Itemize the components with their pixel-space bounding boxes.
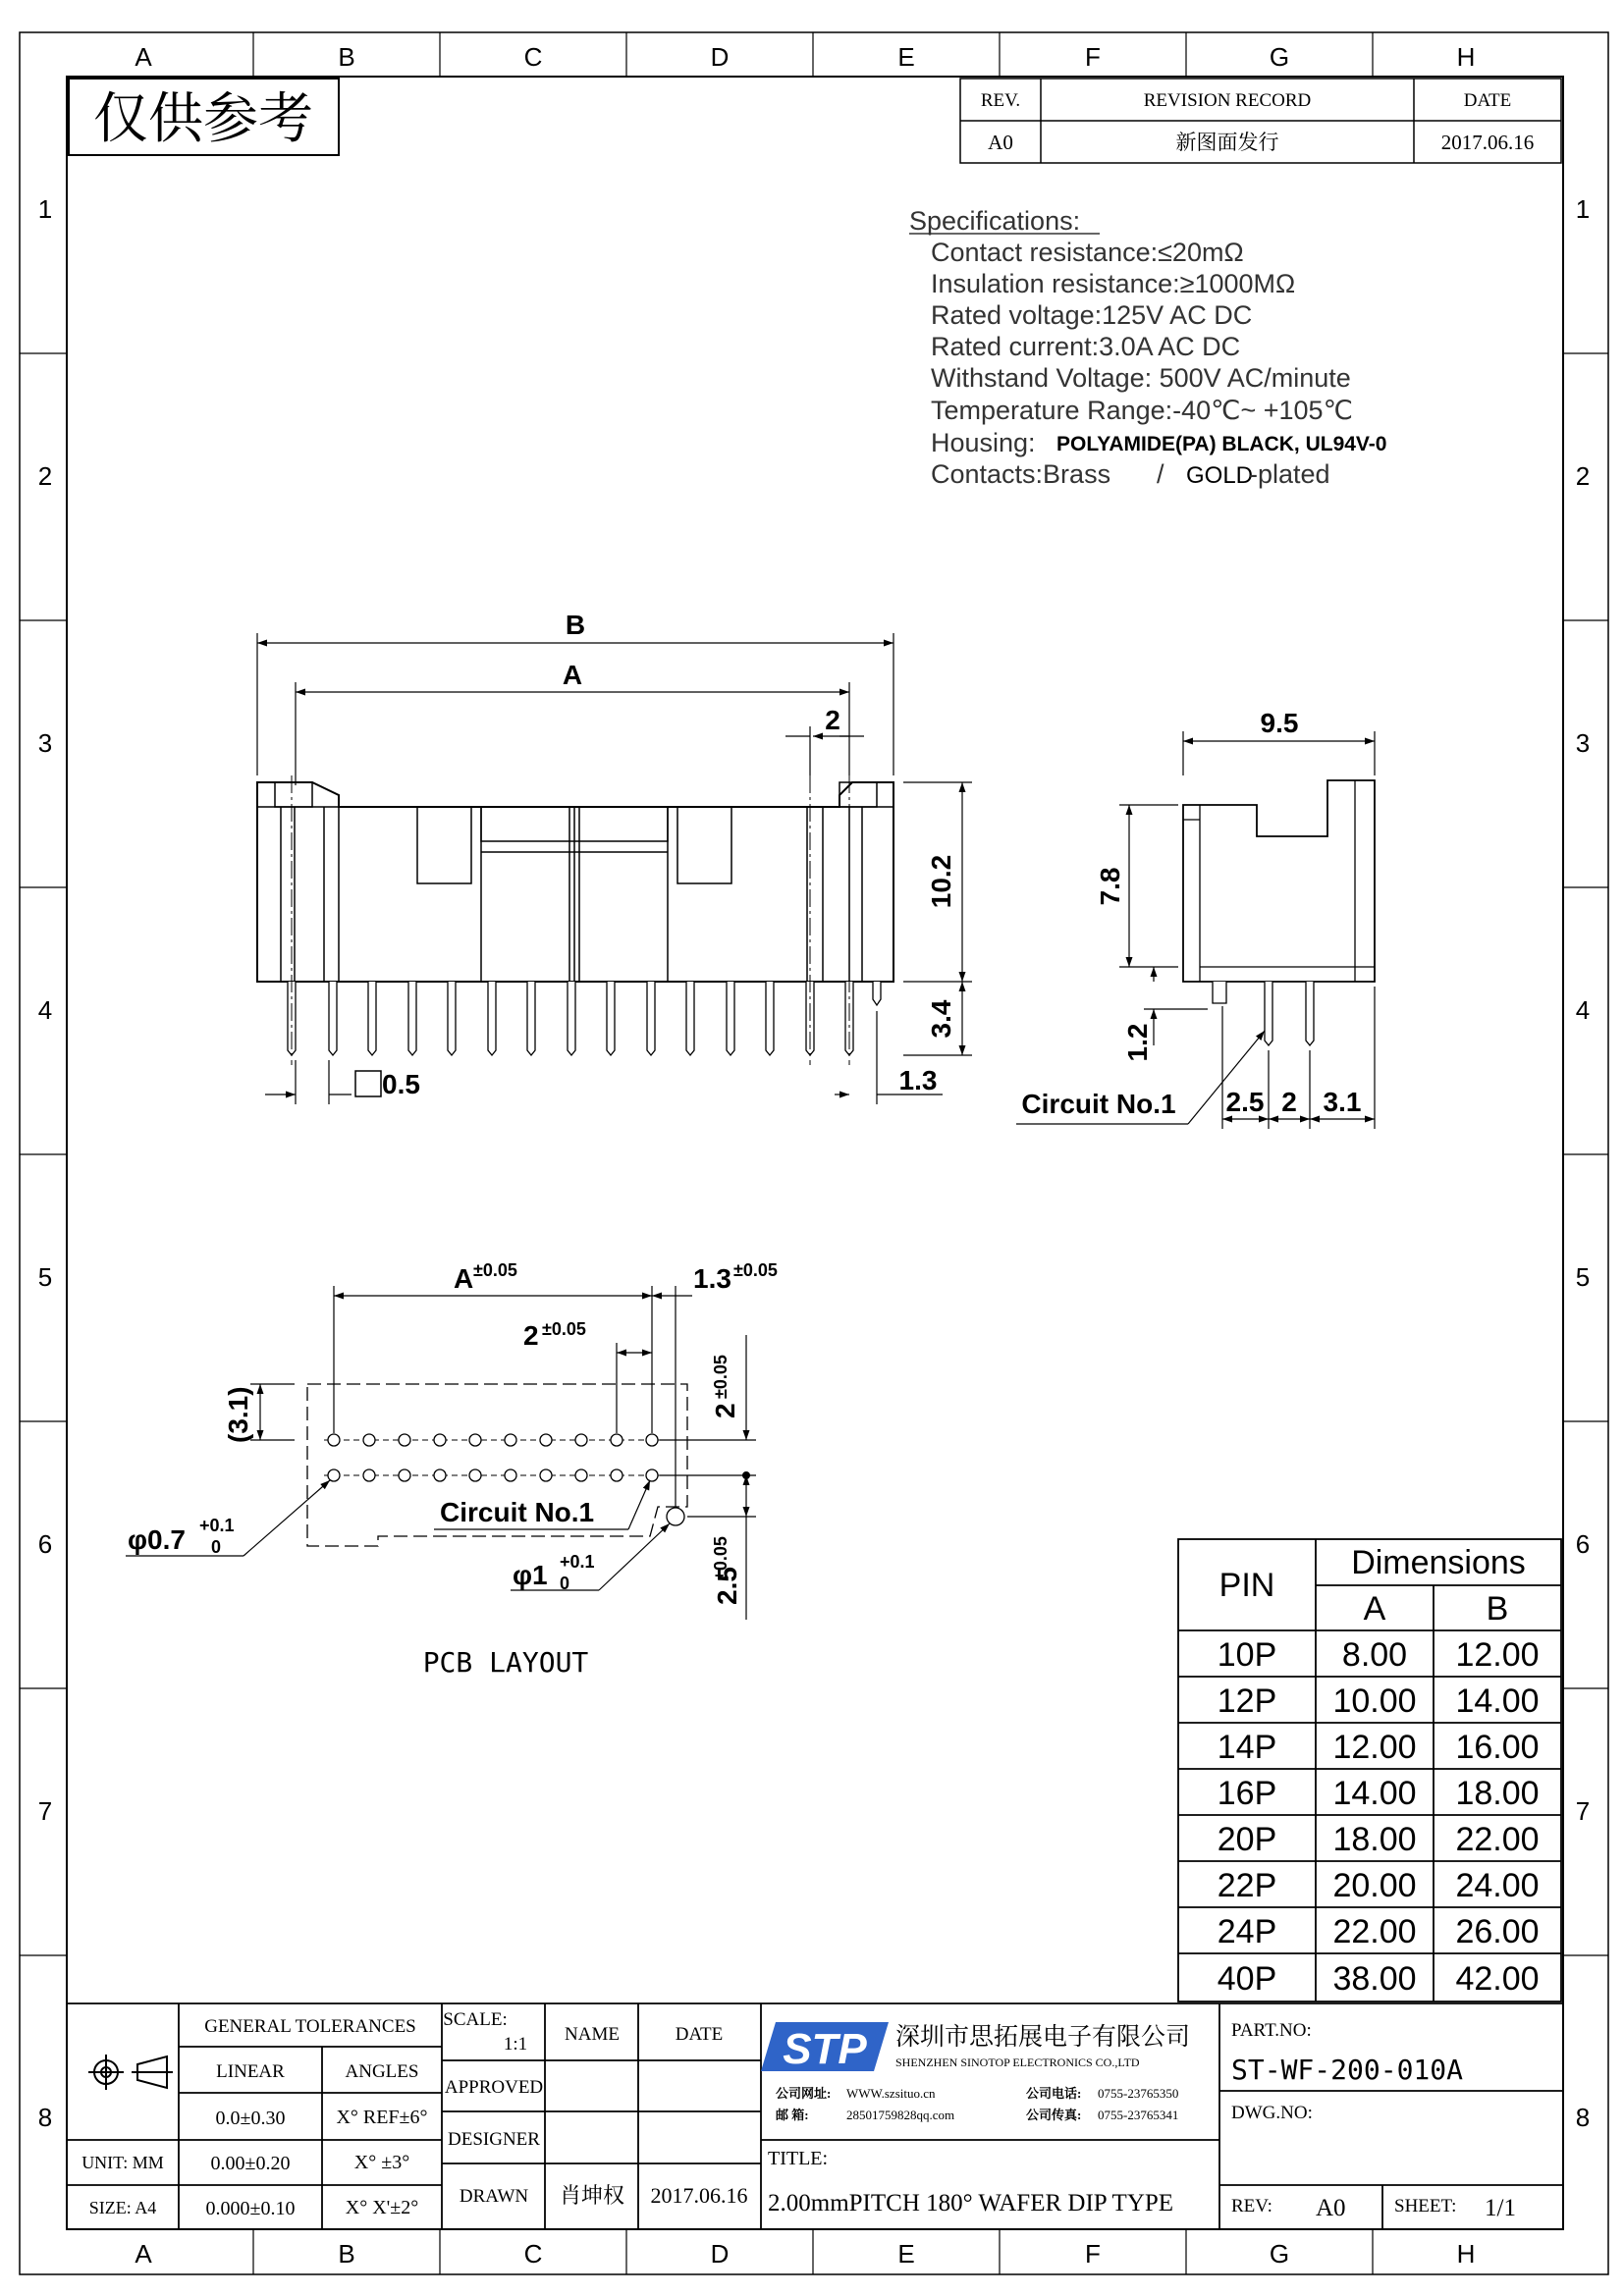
email-label: 邮 箱: [776,2108,809,2122]
table-row-pin: 12P [1217,1682,1277,1720]
pcb-circuit-label: Circuit No.1 [440,1497,595,1527]
rev-header: REV. [980,90,1021,111]
name-header: NAME [565,2024,620,2045]
dim-height-label: 10.2 [926,854,956,909]
rev-label: REV: [1231,2196,1272,2216]
table-dimensions-header: Dimensions [1351,1544,1526,1581]
table-col-b-header: B [1486,1590,1509,1628]
email-value: 28501759828qq.com [846,2108,955,2122]
linear-tol-2: 0.00±0.20 [210,2153,291,2174]
fax-value: 0755-23765341 [1098,2108,1179,2122]
table-row-pin: 16P [1217,1775,1277,1812]
pcb-dim-pitch-label: 2 [523,1320,539,1351]
revision-date-value: 2017.06.16 [1440,131,1535,154]
col-label-bottom: E [897,2239,915,2269]
table-row-b: 16.00 [1455,1729,1540,1766]
title-block [67,2003,1563,2229]
table-row-pin: 14P [1217,1729,1277,1766]
spec-housing-label: Housing: [931,428,1036,457]
third-angle-projection-icon [88,2055,173,2090]
fax-label: 公司传真: [1026,2108,1082,2122]
table-col-a-header: A [1363,1590,1386,1628]
col-label-top: D [710,42,730,72]
date-header: DATE [675,2024,724,2045]
col-label-top: A [135,42,152,72]
col-label-top: B [338,42,355,72]
pcb-dim-a-tol: ±0.05 [473,1260,517,1280]
row-label-right: 8 [1575,2103,1591,2132]
table-row-b: 14.00 [1455,1682,1540,1720]
table-row-b: 26.00 [1455,1913,1540,1950]
pcb-dim-boss-label: φ1 [513,1560,548,1590]
row-label-right: 2 [1575,461,1591,491]
dim-offset-label: 1.3 [898,1065,938,1095]
angle-tol-2: X° ±3° [353,2152,410,2173]
svg-text:仅供参考: 仅供参考 [93,89,313,150]
side-dim-step-label: 1.2 [1122,1023,1153,1062]
pcb-dim-hole-tol-dn: 0 [211,1537,222,1557]
title-label: TITLE: [768,2148,829,2169]
approved-label: APPROVED [444,2077,544,2098]
company-name-cn: 深圳市思拓展电子有限公司 [895,2024,1191,2051]
pcb-dim-row-label: 2 [710,1403,740,1418]
rev-value: A0 [1316,2195,1346,2221]
spec-contacts-gold: GOLD [1186,462,1254,489]
rev-value: A0 [988,131,1013,154]
pcb-dim-boss-tol-dn: 0 [560,1574,570,1593]
col-label-bottom: B [338,2239,355,2269]
pcb-layout-caption: PCB LAYOUT [422,1646,589,1679]
pcb-dim-pitch-tol: ±0.05 [542,1319,586,1339]
drawn-name: 肖坤权 [559,2183,625,2208]
dim-pitch-label: 2 [825,705,840,735]
pcb-dim-boss-offset-label: 2.5 [712,1567,742,1605]
col-label-bottom: D [710,2239,730,2269]
row-label-left: 1 [37,194,53,224]
spec-line: Temperature Range:-40℃~ +105℃ [931,396,1353,425]
table-row-b: 12.00 [1455,1636,1540,1674]
revision-record-value: 新图面发行 [1175,131,1279,154]
pcb-layout [126,1260,778,1679]
dim-square-label: 0.5 [382,1069,420,1099]
col-label-bottom: H [1456,2239,1476,2269]
side-dim-depth-label: 9.5 [1260,708,1299,738]
square-symbol-icon [355,1071,381,1096]
svg-text:STP: STP [783,2025,867,2073]
table-row-a: 10.00 [1332,1682,1417,1720]
side-view [1016,708,1375,1129]
table-row-a: 20.00 [1332,1867,1417,1904]
scale-label: SCALE: [443,2009,508,2030]
table-row-a: 12.00 [1332,1729,1417,1766]
row-label-left: 6 [37,1529,53,1559]
spec-line: Insulation resistance:≥1000MΩ [931,269,1296,298]
table-row-pin: 40P [1217,1960,1277,1998]
drawing-title: 2.00mmPITCH 180° WAFER DIP TYPE [768,2190,1174,2216]
side-dim-b-label: 2 [1281,1087,1297,1117]
size-label: SIZE: A4 [88,2198,157,2217]
table-row-b: 22.00 [1455,1821,1540,1858]
side-circuit-label: Circuit No.1 [1021,1089,1176,1119]
dwg-no-label: DWG.NO: [1231,2103,1313,2123]
designer-label: DESIGNER [448,2129,540,2150]
sheet-label: SHEET: [1394,2196,1457,2216]
pcb-dim-boss-offset-tol: ±0.05 [711,1536,731,1580]
spec-line: Rated current:3.0A AC DC [931,332,1241,361]
phone-label: 公司电话: [1026,2086,1082,2101]
spec-contacts-label: Contacts:Brass [931,459,1111,489]
pcb-dim-boss-tol-up: +0.1 [560,1552,595,1572]
pcb-dim-hole-tol-up: +0.1 [199,1516,235,1535]
row-label-right: 6 [1575,1529,1591,1559]
col-label-bottom: A [135,2239,152,2269]
row-label-left: 4 [37,995,53,1025]
spec-contacts-slash: / [1157,459,1164,489]
phone-value: 0755-23765350 [1098,2086,1179,2101]
pcb-dim-a-label: A [454,1263,474,1294]
table-row-pin: 24P [1217,1913,1277,1950]
linear-tol-3: 0.000±0.10 [205,2198,296,2219]
part-no-label: PART.NO: [1231,2020,1312,2041]
dim-b-label: B [565,610,586,640]
spec-line: Rated voltage:125V AC DC [931,300,1253,330]
row-label-right: 4 [1575,995,1591,1025]
table-row-a: 38.00 [1332,1960,1417,1998]
table-row-a: 14.00 [1332,1775,1417,1812]
website-label: 公司网址: [776,2086,832,2101]
row-label-left: 2 [37,461,53,491]
company-logo-icon [761,2022,889,2073]
spec-line: Withstand Voltage: 500V AC/minute [931,363,1351,393]
revision-record-header: REVISION RECORD [1143,90,1312,111]
col-label-bottom: C [523,2239,543,2269]
col-label-top: H [1456,42,1476,72]
drawn-date: 2017.06.16 [650,2183,748,2208]
drawn-label: DRAWN [459,2186,529,2207]
row-label-left: 3 [37,728,53,758]
reference-only-stamp [69,79,339,155]
angles-label: ANGLES [345,2061,419,2082]
revision-date-header: DATE [1463,90,1512,111]
dimensions-table [1178,1539,1561,2002]
row-label-right: 1 [1575,194,1591,224]
table-row-b: 42.00 [1455,1960,1540,1998]
row-label-right: 3 [1575,728,1591,758]
sheet-value: 1/1 [1485,2195,1516,2221]
part-no-value: ST-WF-200-010A [1231,2054,1464,2086]
dim-pin-length-label: 3.4 [926,999,956,1039]
row-label-left: 8 [37,2103,53,2132]
row-label-left: 5 [37,1262,53,1292]
col-label-top: C [523,42,543,72]
pcb-dim-offset-label: 1.3 [693,1263,731,1294]
table-row-a: 22.00 [1332,1913,1417,1950]
col-label-top: F [1085,42,1101,72]
side-dim-a-label: 2.5 [1225,1087,1265,1117]
linear-tol-1: 0.0±0.30 [215,2108,286,2129]
angle-tol-3: X° X'±2° [345,2197,419,2218]
website-value: WWW.szsituo.cn [846,2086,936,2101]
spec-housing-value: POLYAMIDE(PA) BLACK, UL94V-0 [1056,433,1387,455]
row-label-right: 5 [1575,1262,1591,1292]
side-dim-c-label: 3.1 [1323,1087,1362,1117]
table-row-pin: 20P [1217,1821,1277,1858]
row-label-left: 7 [37,1796,53,1826]
side-dim-height-label: 7.8 [1095,867,1125,906]
col-label-top: E [897,42,915,72]
linear-label: LINEAR [216,2061,285,2082]
table-row-b: 18.00 [1455,1775,1540,1812]
spec-line: Contact resistance:≤20mΩ [931,238,1244,267]
pcb-dim-offset-tol: ±0.05 [733,1260,778,1280]
specifications-title: Specifications: [909,206,1081,236]
unit-label: UNIT: MM [81,2153,164,2172]
pcb-dim-hole-label: φ0.7 [128,1524,186,1555]
pcb-dim-row-tol: ±0.05 [711,1355,731,1399]
scale-value: 1:1 [503,2034,528,2055]
row-label-right: 7 [1575,1796,1591,1826]
company-name-en: SHENZHEN SINOTOP ELECTRONICS CO.,LTD [895,2056,1140,2069]
spec-contacts-tail: -plated [1249,459,1330,489]
pcb-dim-ref-label: (3.1) [223,1386,253,1443]
col-label-bottom: G [1269,2239,1290,2269]
table-row-pin: 10P [1217,1636,1277,1674]
revision-block [960,79,1561,163]
table-row-pin: 22P [1217,1867,1277,1904]
table-row-a: 18.00 [1332,1821,1417,1858]
specifications-block [909,206,1386,489]
angle-tol-1: X° REF±6° [336,2107,428,2128]
col-label-bottom: F [1085,2239,1101,2269]
table-row-a: 8.00 [1341,1636,1408,1674]
front-view [257,610,972,1104]
general-tolerances-label: GENERAL TOLERANCES [204,2016,416,2037]
col-label-top: G [1269,42,1290,72]
dim-a-label: A [562,660,583,690]
table-pin-header: PIN [1218,1567,1275,1604]
table-row-b: 24.00 [1455,1867,1540,1904]
